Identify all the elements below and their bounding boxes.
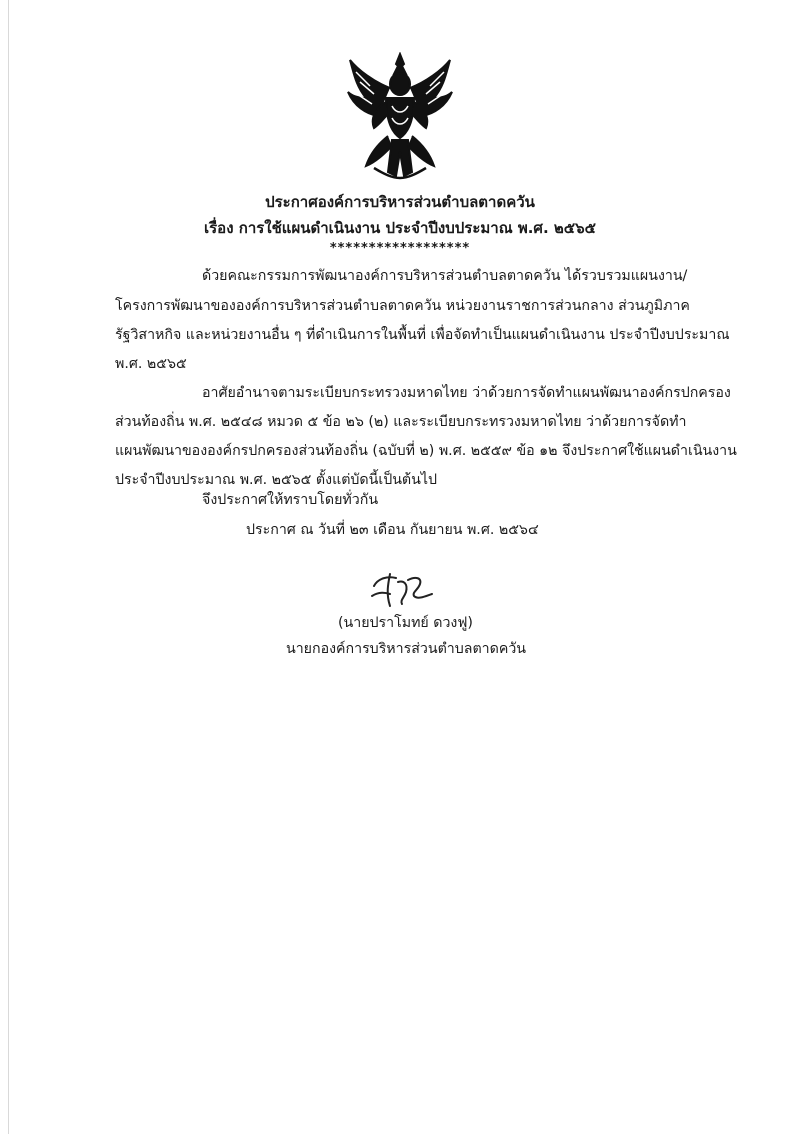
announcement-date: ประกาศ ณ วันที่ ๒๓ เดือน กันยายน พ.ศ. ๒๕๖๔ [246, 522, 539, 538]
signatory-position: นายกองค์การบริหารส่วนตำบลตาดควัน [286, 641, 527, 657]
paragraph-2-line-2: ส่วนท้องถิ่น พ.ศ. ๒๕๔๘ หมวด ๕ ข้อ ๒๖ (๒) และระเบียบกระทรวงมหาดไทย ว่าด้วยการจัดทำ [115, 414, 687, 430]
paragraph-1-line-4: พ.ศ. ๒๕๖๕ [115, 356, 187, 372]
paragraph-1-line-3: รัฐวิสาหกิจ และหน่วยงานอื่น ๆ ที่ดำเนินการในพื้นที่ เพื่อจัดทำเป็นแผนดำเนินงาน ประจำปีงบประมาณ [115, 327, 730, 343]
closing-statement: จึงประกาศให้ทราบโดยทั่วกัน [202, 492, 379, 508]
paragraph-2-line-1: อาศัยอำนาจตามระเบียบกระทรวงมหาดไทย ว่าด้วยการจัดทำแผนพัฒนาองค์กรปกครอง [202, 385, 731, 401]
announcement-subject: เรื่อง การใช้แผนดำเนินงาน ประจำปีงบประมาณ พ.ศ. ๒๕๖๕ [204, 219, 596, 237]
handwritten-signature [368, 566, 436, 610]
paragraph-1-line-1: ด้วยคณะกรรมการพัฒนาองค์การบริหารส่วนตำบลตาดควัน ได้รวบรวมแผนงาน/ [202, 268, 688, 284]
paragraph-2-line-4: ประจำปีงบประมาณ พ.ศ. ๒๕๖๕ ตั้งแต่บัดนี้เป็นต้นไป [115, 472, 437, 488]
announcement-title: ประกาศองค์การบริหารส่วนตำบลตาดควัน [265, 193, 535, 211]
paragraph-2-line-3: แผนพัฒนาขององค์กรปกครองส่วนท้องถิ่น (ฉบับที่ ๒) พ.ศ. ๒๕๕๙ ข้อ ๑๒ จึงประกาศใช้แผนดำเนินงาน [115, 443, 737, 459]
garuda-emblem-icon [344, 52, 456, 180]
scan-edge-line [8, 0, 9, 1134]
signatory-name: (นายปราโมทย์ ดวงฟู) [338, 615, 473, 631]
paragraph-1-line-2: โครงการพัฒนาขององค์การบริหารส่วนตำบลตาดควัน หน่วยงานราชการส่วนกลาง ส่วนภูมิภาค [115, 298, 690, 314]
title-separator: ****************** [329, 241, 471, 256]
